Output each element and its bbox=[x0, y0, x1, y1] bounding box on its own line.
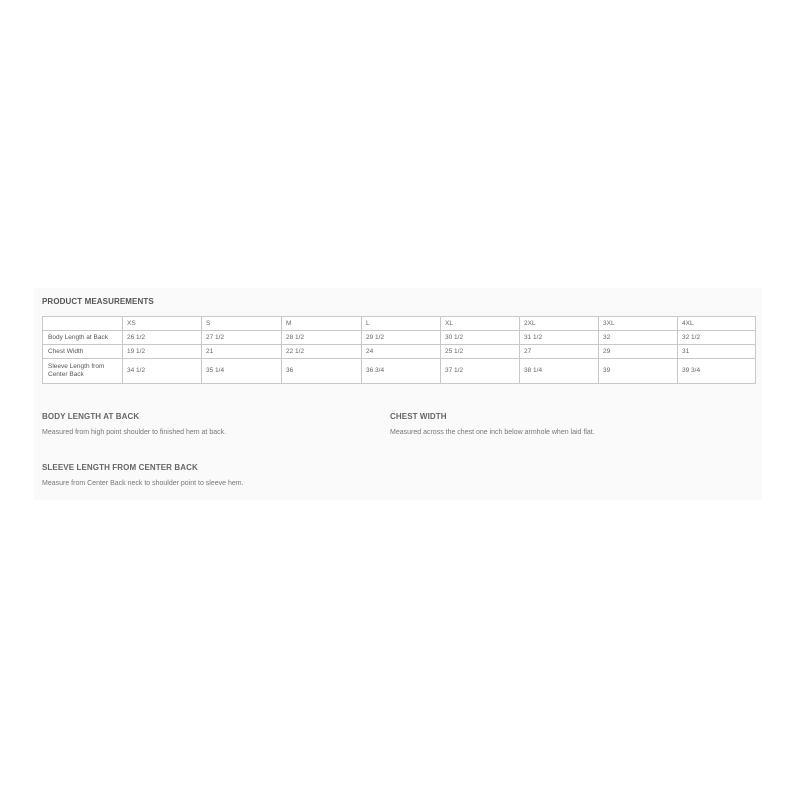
header-cell-xs: XS bbox=[123, 317, 202, 331]
chest-width-description: Measured across the chest one inch below armhole when laid flat. bbox=[390, 429, 595, 436]
measurements-table bbox=[42, 316, 756, 384]
header-cell-l: L bbox=[362, 317, 441, 331]
table-cell: 37 1/2 bbox=[441, 359, 520, 384]
header-cell-s: S bbox=[202, 317, 282, 331]
table-cell: 25 1/2 bbox=[441, 345, 520, 359]
section-title: PRODUCT MEASUREMENTS bbox=[42, 297, 154, 306]
table-cell: 36 3/4 bbox=[362, 359, 441, 384]
table-cell: 26 1/2 bbox=[123, 331, 202, 345]
table-cell: 28 1/2 bbox=[282, 331, 362, 345]
table-cell: 32 bbox=[599, 331, 678, 345]
table-cell: 39 3/4 bbox=[678, 359, 756, 384]
table-cell: 30 1/2 bbox=[441, 331, 520, 345]
table-row bbox=[43, 359, 756, 384]
sleeve-length-description: Measure from Center Back neck to shoulder point to sleeve hem. bbox=[42, 480, 244, 487]
table-cell: 31 bbox=[678, 345, 756, 359]
row-label: Sleeve Length from Center Back bbox=[43, 359, 123, 384]
header-cell-m: M bbox=[282, 317, 362, 331]
table-cell: 22 1/2 bbox=[282, 345, 362, 359]
table-cell: 27 bbox=[520, 345, 599, 359]
sleeve-length-title: SLEEVE LENGTH FROM CENTER BACK bbox=[42, 463, 198, 472]
header-cell-corner bbox=[43, 317, 123, 331]
table-cell: 39 bbox=[599, 359, 678, 384]
table-cell: 31 1/2 bbox=[520, 331, 599, 345]
table-cell: 27 1/2 bbox=[202, 331, 282, 345]
table-cell: 36 bbox=[282, 359, 362, 384]
header-cell-2xl: 2XL bbox=[520, 317, 599, 331]
body-length-title: BODY LENGTH AT BACK bbox=[42, 412, 140, 421]
table-cell: 21 bbox=[202, 345, 282, 359]
table-header-row bbox=[43, 317, 756, 331]
chest-width-title: CHEST WIDTH bbox=[390, 412, 447, 421]
table-cell: 32 1/2 bbox=[678, 331, 756, 345]
header-cell-xl: XL bbox=[441, 317, 520, 331]
table-cell: 29 1/2 bbox=[362, 331, 441, 345]
table-cell: 19 1/2 bbox=[123, 345, 202, 359]
table-row bbox=[43, 345, 756, 359]
body-length-description: Measured from high point shoulder to finished hem at back. bbox=[42, 429, 227, 436]
table-row bbox=[43, 331, 756, 345]
table-cell: 38 1/4 bbox=[520, 359, 599, 384]
table-cell: 29 bbox=[599, 345, 678, 359]
row-label: Body Length at Back bbox=[43, 331, 123, 345]
table-cell: 34 1/2 bbox=[123, 359, 202, 384]
header-cell-3xl: 3XL bbox=[599, 317, 678, 331]
header-cell-4xl: 4XL bbox=[678, 317, 756, 331]
table-cell: 24 bbox=[362, 345, 441, 359]
table-cell: 35 1/4 bbox=[202, 359, 282, 384]
row-label: Chest Width bbox=[43, 345, 123, 359]
